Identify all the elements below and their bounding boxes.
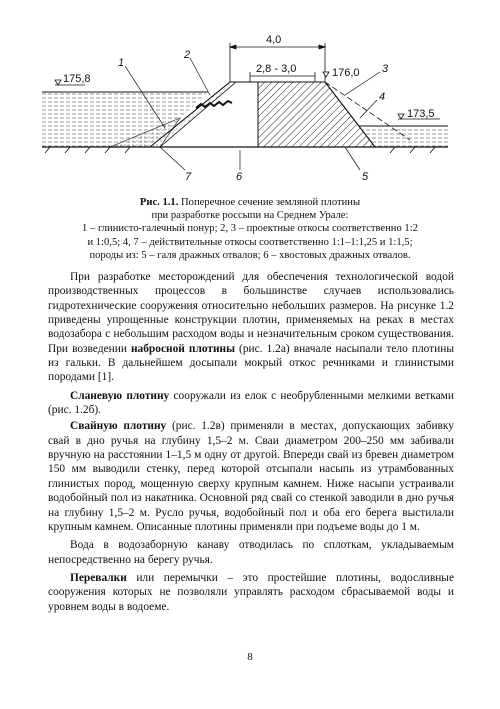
label-1: 1 bbox=[118, 57, 125, 69]
caption-line-5: породы из: 5 – галя дражных отвалов; 6 – хвостовых дражных отвалов. bbox=[89, 249, 411, 261]
term-weirs: Перевалки bbox=[70, 571, 127, 584]
label-7: 7 bbox=[185, 171, 192, 183]
label-5: 5 bbox=[362, 171, 369, 183]
paragraph-1-rest: (рис. 1.2а) вначале насыпали тело плотины из гальки. В дальнейшем досыпали мокрый откос речниками и глинистыми породами [1]. bbox=[48, 342, 454, 384]
paragraph-2 bbox=[48, 389, 454, 418]
dam-core-pebble bbox=[258, 82, 375, 147]
caption-prefix: Рис. 1.1. bbox=[139, 197, 179, 208]
paragraph-2-rest: сооружали из елок с необрубленными мелкими ветками (рис. 1.2б). bbox=[48, 389, 454, 417]
label-4: 4 bbox=[379, 91, 386, 103]
paragraph-3-rest: (рис. 1.2в) применяли в местах, допускающих забивку свай в дно ручья на глубину 1,5–2 м. Сваи диаметром 200–250 мм забивали вручную на расстоянии 1–1,5 м одну от другой. Впереди свай из бревен диаметром 150 мм выводили стенку, перед которой отсыпали насыпь из утрамбованных глинистых пород, мощенную сверху крупным камнем. Ниже насыпи устраивали водобойный пол из накатника. Основной ряд свай со стенкой заводили в дно ручья на глубину 1,5–2 м. Русло ручья, водобойный пол и оба его берега выстилали крупным камнем. Описанные плотины применяли при подъеме воды до 1 м. bbox=[48, 420, 454, 533]
label-3: 3 bbox=[382, 63, 389, 75]
term-rockfill-dam: набросной плотины bbox=[130, 342, 235, 355]
label-2: 2 bbox=[184, 49, 191, 61]
elevation-crest-label: 176,0 bbox=[332, 67, 360, 79]
term-brush-dam: Слaнeвую плотину bbox=[70, 389, 170, 402]
paragraph-3 bbox=[48, 419, 454, 534]
paragraph-4: Вода в водозаборную канаву отводилась по сплоткам, укладываемым непосредственно на берегу ручья. bbox=[48, 539, 454, 566]
paragraph-5-rest: или перемычки – это простейшие плотины, водосливные сооружения которых не позволяли управлять расходом сбрасываемой воды и уровнем воды в водоеме. bbox=[48, 571, 454, 613]
label-6: 6 bbox=[236, 171, 243, 183]
crest-width-label: 4,0 bbox=[266, 34, 282, 46]
body-text bbox=[48, 270, 454, 618]
caption-line-4: и 1:0,5; 4, 7 – действительные откосы соответственно 1:1–1:1,25 и 1:1,5; bbox=[87, 236, 413, 248]
dam-cross-section-figure bbox=[0, 0, 500, 195]
term-pile-dam: Свайную плотину bbox=[70, 420, 167, 433]
paragraph-1 bbox=[48, 270, 454, 385]
elevation-downstream-label: 173,5 bbox=[407, 108, 435, 120]
page-number: 8 bbox=[247, 651, 253, 663]
paragraph-1-text: При разработке месторождений для обеспечения технологической водой производственных процессов в большинстве случаев использовались гидротехнические сооружения относительно небольших размеров. На рисунке 1.2 приведены упрощенные конструкции плотин, применяемых на реках в местах водозабора с небольшим расходом воды и незначительным сроком существования. При возведении bbox=[48, 271, 454, 355]
caption-line-3: 1 – глинисто-галечный понур; 2, 3 – проектные откосы соответственно 1:2 bbox=[82, 223, 418, 235]
caption-line-1: Поперечное сечение земляной плотины bbox=[178, 197, 361, 208]
elevation-upstream-label: 175,8 bbox=[63, 73, 91, 85]
crest-range-label: 2,8 - 3,0 bbox=[256, 63, 297, 75]
caption-line-2: при разработке россыпи на Среднем Урале: bbox=[151, 210, 349, 222]
paragraph-5 bbox=[48, 571, 454, 614]
figure-caption bbox=[40, 196, 460, 262]
